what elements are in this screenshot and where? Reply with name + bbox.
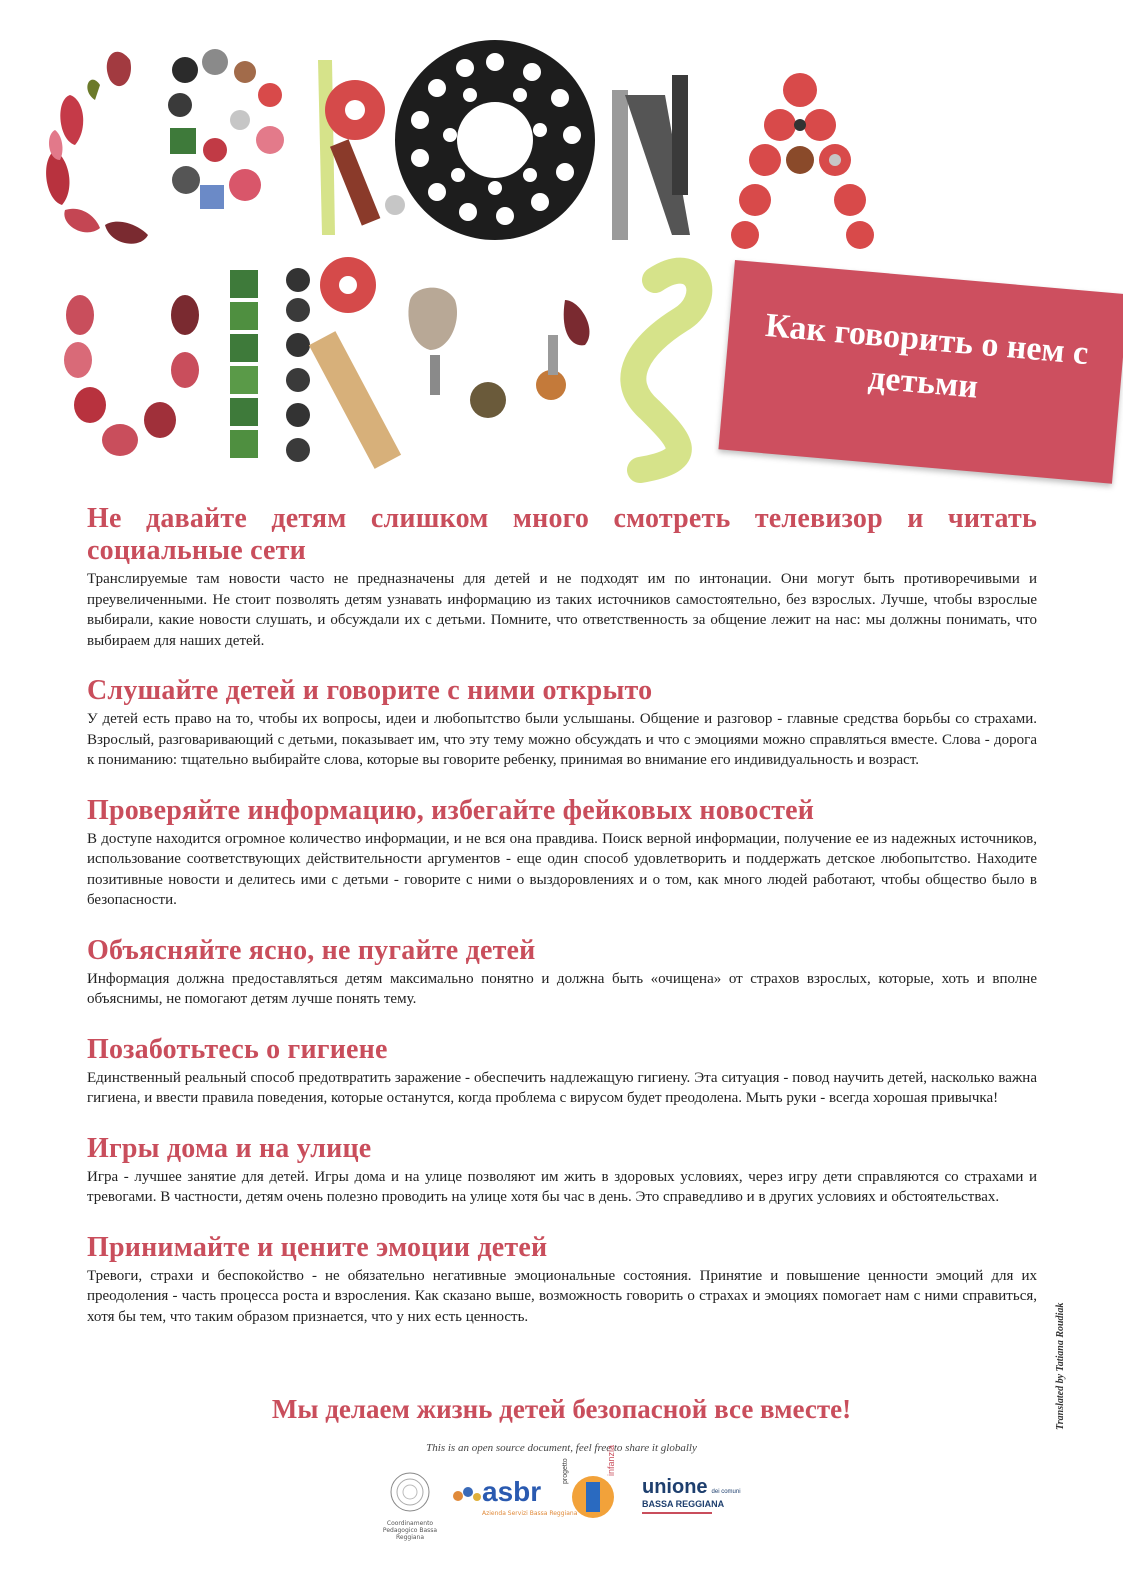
section-text: В доступе находится огромное количество информации, и не вся она правдива. Поиск верной информации, получение ее из надежных источников, использование соответствующих действительности аргументов - еще один способ удовлетворить и поддержать детское любопытство. Находите позитивные новости и делитесь ими с детьми - говорите с ними о выздоровлениях и о том, как много людей работают, чтобы общество было в безопасности. [87, 830, 1037, 908]
translator-credit: Translated by Tatiana Roudiak [1055, 1302, 1066, 1430]
section-heading: Игры дома и на улице [87, 1132, 372, 1164]
unione-logo [642, 1476, 742, 1514]
letter-a-buttons [731, 73, 874, 249]
dots-icon [452, 1482, 482, 1506]
spiral-emblem-icon [380, 1470, 440, 1515]
coordinamento-caption: Coordinamento Pedagogico Bassa Reggiana [382, 1520, 438, 1541]
section-text: Игра - лучшее занятие для детей. Игры дома и на улице позволяют им жить в здоровых условиях, через игру дети справляются со страхами и тревогами. В частности, детям очень полезно проводить на улице хотя бы час в день. Это справедливо и в других условиях и обстоятельствах. [87, 1168, 1037, 1205]
letter-o-gear [395, 40, 595, 240]
section-explain [87, 935, 1037, 1010]
coordinamento-logo [380, 1470, 440, 1541]
infanzia-logo [562, 1444, 632, 1530]
letter-r-objects [318, 60, 405, 235]
section-text: Информация должна предоставляться детям максимально понятно и должна быть «очищена» от страхов взрослых, которые, хоть и вполне объяснимы, не помогают детям лучше понять тему. [87, 970, 1037, 1007]
section-text: Тревоги, страхи и беспокойство - не обязательно негативные эмоциональные состояния. Принятие и повышение ценности эмоций для их преодоления - часть процесса роста и взросления. Как сказано выше, возможность говорить о страхах и эмоциях помогает нам с ними справиться, хотя бы тем, что таким образом признается, что у них есть ценность. [87, 1267, 1037, 1325]
closing-slogan: Мы делаем жизнь детей безопасной все вместе! [271, 1394, 852, 1424]
banner-title: Как говорить о нем с детьми [763, 307, 1090, 406]
infanzia-i-mark [586, 1482, 600, 1512]
letter-i-tiles [230, 270, 258, 458]
progetto-label: progetto [562, 1458, 569, 1484]
unione-subtitle: BASSA REGGIANA [642, 1499, 725, 1509]
letter-c-petals [46, 52, 148, 244]
asbr-wordmark: asbr [482, 1476, 542, 1507]
letter-u-pods [64, 295, 199, 456]
section-hygiene [87, 1034, 1037, 1109]
letter-u-stone [408, 288, 589, 418]
asbr-subtitle: Azienda Servizi Bassa Reggiana [482, 1510, 578, 1517]
unione-wordmark: unione [642, 1476, 708, 1498]
section-heading: Слушайте детей и говорите с ними открыто [87, 675, 653, 706]
unione-divider [642, 1512, 712, 1514]
infanzia-label: infanzia [606, 1444, 616, 1476]
letter-s-ribbon [633, 271, 699, 470]
section-heading: Проверяйте информацию, избегайте фейковых новостей [87, 794, 815, 826]
section-emotions [87, 1232, 1037, 1328]
letter-n-metal [612, 75, 690, 240]
section-games [87, 1133, 1037, 1208]
section-heading: Объясняйте ясно, не пугайте детей [87, 934, 536, 966]
main-content [87, 503, 1037, 1347]
section-text: Единственный реальный способ предотвратить заражение - обеспечить надлежащую гигиену. Эта ситуация - повод научить детей, насколько важна гигиена, и ввести правила поведения, которые останутся, когда проблема с вирусом будет преодолена. Мыть руки - всегда хорошая привычка! [87, 1069, 1037, 1106]
section-check-info [87, 795, 1037, 911]
section-text: У детей есть право на то, чтобы их вопросы, идеи и любопытство были услышаны. Общение и разговор - главные средства борьбы со страхами. Взрослый, разговаривающий с детьми, показывает им, что эту тему можно обсуждать и что с эмоциями можно справляться вместе. Слова - дорога к пониманию: тщательно выбирайте слова, которые вы говорите ребенку, принимая во внимание его индивидуальность и возраст. [87, 711, 1037, 768]
section-heading: Принимайте и цените эмоции детей [87, 1231, 548, 1263]
section-listen [87, 675, 1037, 771]
letter-r-buttons [286, 257, 401, 469]
letter-o-buttons [168, 49, 284, 209]
unione-small: dei comuni [711, 1489, 741, 1495]
section-heading: Не давайте детям слишком много смотреть телевизор и читать социальные сети [87, 503, 1037, 566]
section-tv-social-media [87, 503, 1037, 651]
section-heading: Позаботьтесь о гигиене [87, 1033, 388, 1065]
section-text: Транслируемые там новости часто не предназначены для детей и не подходят им по интонации. Они могут быть противоречивыми и преувеличенными. Не стоит позволять детям узнавать информацию из таких источников самостоятельно, без взрослых. Лучше, чтобы взрослые выбирали, какие новости слушать, и обсуждали их с детьми. Помните, что ответственность за общение лежит на нас: мы должны понимать, что выбираем для наших детей. [87, 571, 1037, 649]
open-source-note: This is an open source document, feel free to share it globally [426, 1442, 697, 1454]
